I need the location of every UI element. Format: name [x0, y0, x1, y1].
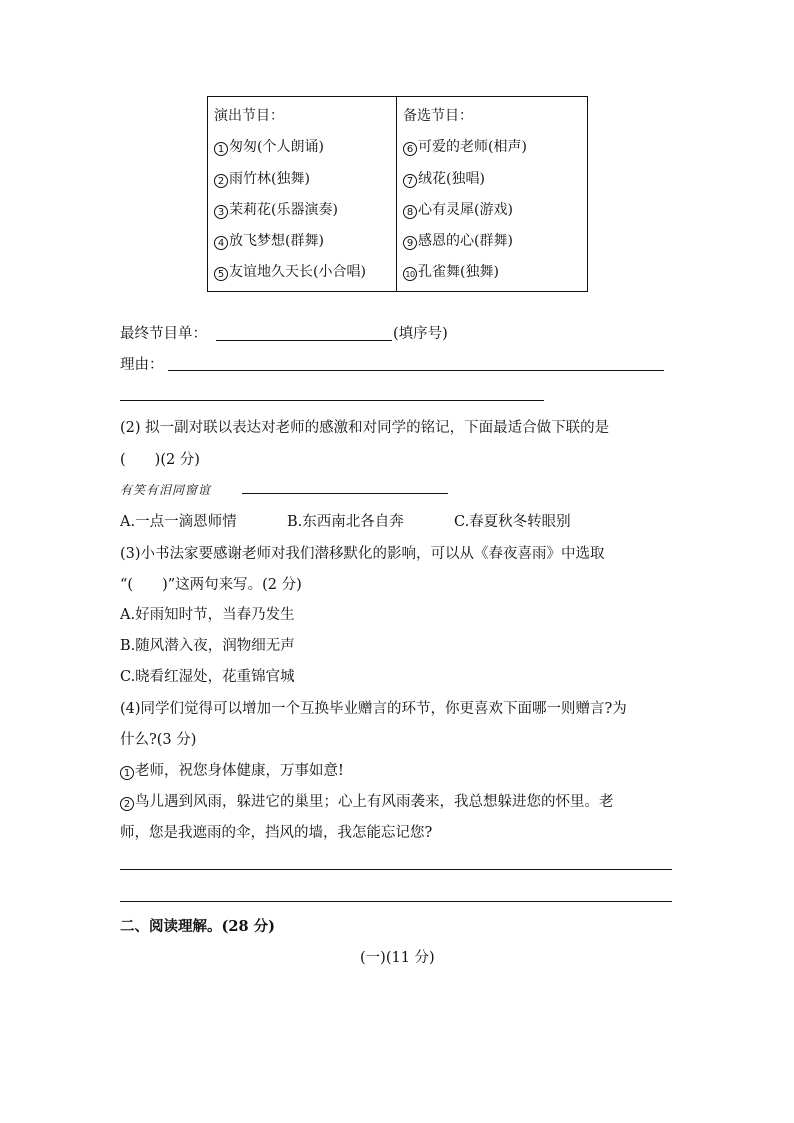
- q4-text-line-1: (4)同学们觉得可以增加一个互换毕业赠言的环节，你更喜欢下面哪一则赠言?为: [120, 701, 627, 717]
- program-item: [214, 164, 390, 195]
- alternate-programs-cell: [397, 97, 588, 292]
- circled-number: 3: [214, 205, 228, 219]
- circled-number: 2: [120, 797, 134, 811]
- circled-number: 4: [214, 236, 228, 250]
- performance-programs-cell: [208, 97, 397, 292]
- program-name: 匆匆(个人朗诵): [229, 139, 324, 156]
- program-item: [403, 164, 581, 195]
- program-name: 绒花(独唱): [418, 170, 485, 187]
- q4-text-line-2: 什么?(3 分): [120, 732, 197, 748]
- upper-couplet: 有笑有泪同窗谊: [120, 483, 212, 497]
- message-text: 鸟儿遇到风雨，躲进它的巢里；心上有风雨袭来，我总想躲进您的怀里。老: [135, 794, 614, 810]
- program-name: 孔雀舞(独舞): [418, 264, 499, 281]
- circled-number: 1: [214, 142, 228, 156]
- section-subtitle: (一)(11 分): [360, 950, 435, 966]
- message-text: 老师，祝您身体健康，万事如意!: [135, 763, 344, 779]
- circled-number: 10: [403, 267, 417, 281]
- final-list-suffix: (填序号): [393, 326, 448, 342]
- q2-option-a: A.一点一滴恩师情: [120, 514, 237, 530]
- program-table: [207, 96, 588, 292]
- section-title: 二、阅读理解。(28 分): [120, 918, 275, 935]
- q4-answer-line-1[interactable]: [120, 869, 672, 870]
- program-name: 友谊地久天长(小合唱): [229, 264, 366, 281]
- q2-text-line-1: (2) 拟一副对联以表达对老师的感激和对同学的铭记，下面最适合做下联的是: [120, 420, 610, 436]
- circled-number: 9: [403, 236, 417, 250]
- q3-option-c: C.晓看红湿处，花重锦官城: [120, 669, 295, 685]
- program-name: 雨竹林(独舞): [229, 170, 310, 187]
- program-item: [403, 195, 581, 226]
- q4-message-2-line-1: [120, 790, 614, 811]
- lower-couplet-answer-line[interactable]: [242, 493, 448, 494]
- program-name: 心有灵犀(游戏): [418, 201, 513, 218]
- q2-option-c: C.春夏秋冬转眼别: [454, 514, 571, 530]
- program-item: [403, 226, 581, 257]
- program-name: 感恩的心(群舞): [418, 233, 513, 250]
- q3-option-b: B.随风潜入夜，润物细无声: [120, 638, 295, 654]
- q4-answer-line-2[interactable]: [120, 901, 672, 902]
- program-name: 可爱的老师(相声): [418, 139, 527, 156]
- circled-number: 2: [214, 174, 228, 188]
- q3-option-a: A.好雨知时节，当春乃发生: [120, 607, 295, 623]
- program-item: [214, 226, 390, 257]
- q2-option-b: B.东西南北各自奔: [287, 514, 404, 530]
- program-item: [403, 257, 581, 288]
- q4-message-1: [120, 759, 344, 780]
- final-list-label: 最终节目单：: [120, 326, 207, 342]
- q3-text-line-2: “( )”这两句来写。(2 分): [120, 577, 302, 593]
- reason-label: 理由：: [120, 357, 164, 373]
- circled-number: 7: [403, 174, 417, 188]
- q2-text-line-2: ( )(2 分): [120, 452, 200, 468]
- final-list-answer-line[interactable]: [216, 340, 392, 341]
- reason-answer-line-1[interactable]: [168, 370, 664, 371]
- circled-number: 6: [403, 142, 417, 156]
- alternate-header: 备选节目：: [403, 108, 473, 124]
- circled-number: 5: [214, 267, 228, 281]
- program-item: [214, 132, 390, 163]
- q4-message-2-line-2: 师，您是我遮雨的伞，挡风的墙，我怎能忘记您?: [120, 825, 433, 841]
- program-item: [214, 257, 390, 288]
- program-name: 茉莉花(乐器演奏): [229, 201, 338, 218]
- reason-answer-line-2[interactable]: [120, 400, 544, 401]
- program-item: [214, 195, 390, 226]
- program-item: [403, 132, 581, 163]
- circled-number: 1: [120, 766, 134, 780]
- program-name: 放飞梦想(群舞): [229, 233, 324, 250]
- q3-text-line-1: (3)小书法家要感谢老师对我们潜移默化的影响，可以从《春夜喜雨》中选取: [120, 546, 605, 562]
- circled-number: 8: [403, 205, 417, 219]
- performance-header: 演出节目：: [214, 108, 284, 124]
